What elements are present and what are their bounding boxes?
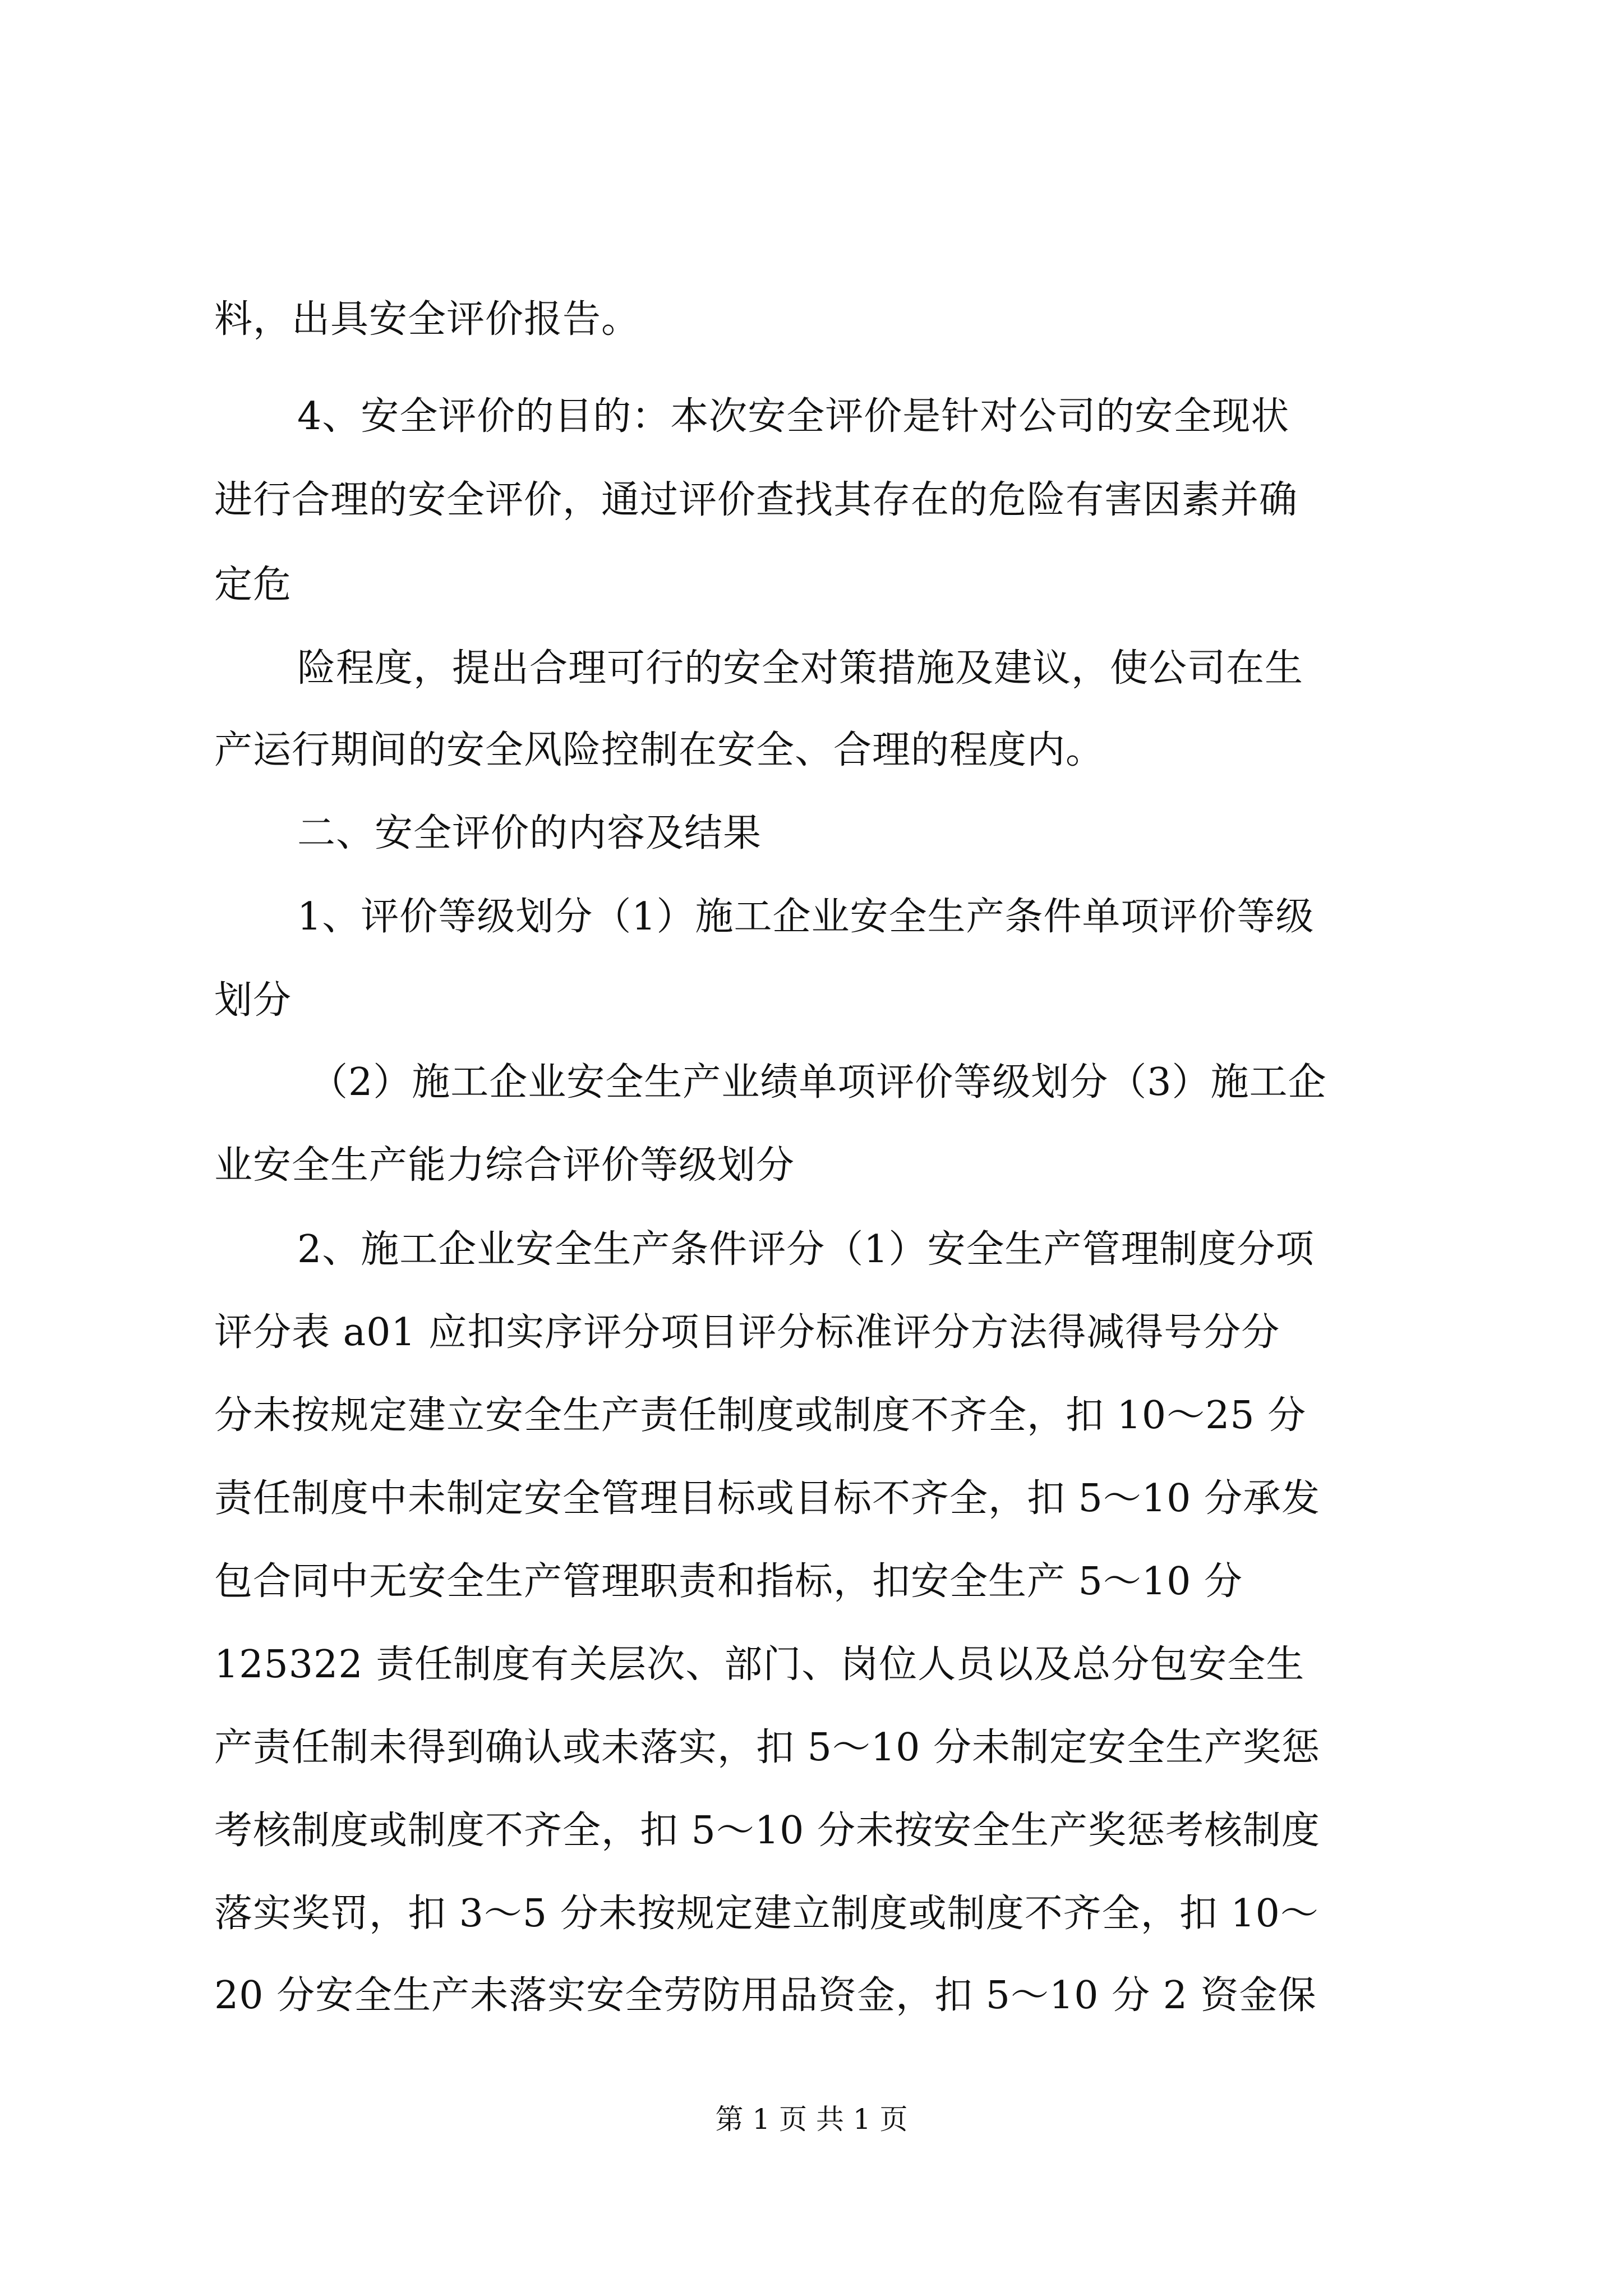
text-line-6: 产运行期间的安全风险控制在安全、合理的程度内。 (214, 728, 1105, 772)
text-line-18: 产责任制未得到确认或未落实，扣 5～10 分未制定安全生产奖惩 (214, 1726, 1321, 1770)
text-line-14: 分未按规定建立安全生产责任制度或制度不齐全，扣 10～25 分 (214, 1393, 1307, 1438)
text-line-17: 125322 责任制度有关层次、部门、岗位人员以及总分包安全生 (214, 1642, 1305, 1687)
text-line-16: 包合同中无安全生产管理职责和指标，扣安全生产 5～10 分 (214, 1559, 1243, 1604)
text-line-21: 20 分安全生产未落实安全劳防用品资金，扣 5～10 分 2 资金保 (214, 1973, 1317, 2018)
text-line-5: 险程度，提出合理可行的安全对策措施及建议，使公司在生 (297, 646, 1304, 691)
text-line-13: 评分表 a01 应扣实序评分项目评分标准评分方法得减得号分分 (214, 1310, 1280, 1355)
text-line-1: 料，出具安全评价报告。 (214, 297, 640, 342)
text-line-15: 责任制度中未制定安全管理目标或目标不齐全，扣 5～10 分承发 (214, 1476, 1321, 1521)
text-line-19: 考核制度或制度不齐全，扣 5～10 分未按安全生产奖惩考核制度 (214, 1809, 1321, 1853)
text-line-12: 2、施工企业安全生产条件评分（1）安全生产管理制度分项 (297, 1227, 1315, 1272)
text-line-2: 4、安全评价的目的：本次安全评价是针对公司的安全现状 (297, 394, 1290, 439)
text-line-9: 划分 (214, 978, 292, 1023)
text-line-8: 1、评价等级划分（1）施工企业安全生产条件单项评价等级 (297, 895, 1315, 939)
text-line-4: 定危 (214, 563, 292, 607)
section-heading: 二、安全评价的内容及结果 (297, 811, 762, 855)
page-number-footer: 第 1 页 共 1 页 (715, 2103, 908, 2136)
text-line-20: 落实奖罚，扣 3～5 分未按规定建立制度或制度不齐全，扣 10～ (214, 1892, 1319, 1936)
text-line-10: （2）施工企业安全生产业绩单项评价等级划分（3）施工企 (310, 1060, 1327, 1105)
text-line-3: 进行合理的安全评价，通过评价查找其存在的危险有害因素并确 (214, 478, 1298, 522)
text-line-11: 业安全生产能力综合评价等级划分 (214, 1143, 795, 1188)
